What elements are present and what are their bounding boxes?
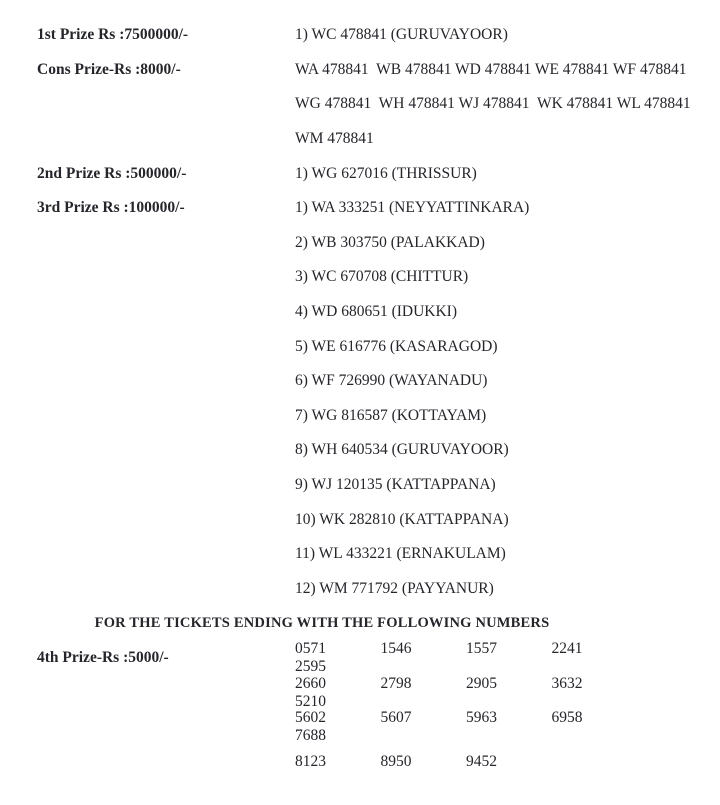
ending-number: 5602 <box>295 709 326 727</box>
ending-number: 5963 <box>466 709 497 727</box>
winner-line: 11) WL 433221 (ERNAKULAM) <box>295 545 506 563</box>
prize-row-3rd-cont <box>0 399 720 434</box>
winner-line: 12) WM 771792 (PAYYANUR) <box>295 579 494 597</box>
winner-line: 2) WB 303750 (PALAKKAD) <box>295 233 485 251</box>
prize-row-3rd <box>0 191 720 226</box>
ending-number: 8950 <box>380 752 412 770</box>
winner-line: 7) WG 816587 (KOTTAYAM) <box>295 406 487 424</box>
prize-row-3rd-cont <box>0 502 720 537</box>
ending-numbers-row <box>295 753 552 771</box>
ending-number: 8123 <box>295 752 326 770</box>
winner-line: 6) WF 726990 (WAYANADU) <box>295 372 488 390</box>
section-heading: FOR THE TICKETS ENDING WITH THE FOLLOWING NUMBERS <box>94 614 550 631</box>
prize-row-cons <box>0 53 720 88</box>
prize-label-cons: Cons Prize-Rs :8000/- <box>37 60 181 78</box>
ending-number: 5210 <box>295 692 326 710</box>
prize-label-3rd: 3rd Prize Rs :100000/- <box>37 199 185 217</box>
prize-row-4th <box>0 641 720 676</box>
prize-row-3rd-cont <box>0 572 720 607</box>
ending-number: 0571 <box>295 639 326 657</box>
prize-row-cons-cont <box>0 87 720 122</box>
prize-row-1st <box>0 18 720 53</box>
prize-label-2nd: 2nd Prize Rs :500000/- <box>37 164 187 182</box>
ending-number: 2798 <box>380 674 412 692</box>
winner-line: 5) WE 616776 (KASARAGOD) <box>295 337 498 355</box>
winner-line: 1) WC 478841 (GURUVAYOOR) <box>295 26 508 44</box>
prize-row-3rd-cont <box>0 226 720 261</box>
prize-row-4th-cont <box>0 710 720 745</box>
winner-line: 1) WG 627016 (THRISSUR) <box>295 164 477 182</box>
prize-row-3rd-cont <box>0 295 720 330</box>
winner-line: 8) WH 640534 (GURUVAYOOR) <box>295 441 509 459</box>
ending-numbers-row <box>295 675 720 711</box>
prize-row-cons-cont <box>0 122 720 157</box>
ending-number: 2905 <box>466 674 497 692</box>
winner-line: 9) WJ 120135 (KATTAPPANA) <box>295 476 496 494</box>
winner-line: WG 478841 WH 478841 WJ 478841 WK 478841 WL 478841 <box>295 95 691 113</box>
ending-number: 1546 <box>380 639 412 657</box>
prize-row-4th-cont <box>0 744 720 779</box>
ending-number: 1557 <box>466 639 497 657</box>
prize-row-4th-cont <box>0 675 720 710</box>
prize-row-2nd <box>0 156 720 191</box>
winner-line: 1) WA 333251 (NEYYATTINKARA) <box>295 199 530 217</box>
section-heading-row <box>0 606 720 641</box>
prize-row-3rd-cont <box>0 364 720 399</box>
winner-line: 10) WK 282810 (KATTAPPANA) <box>295 510 509 528</box>
ending-number: 2241 <box>551 639 583 657</box>
ending-number: 5607 <box>380 709 412 727</box>
prize-row-3rd-cont <box>0 260 720 295</box>
prize-row-3rd-cont <box>0 468 720 503</box>
winner-line: 4) WD 680651 (IDUKKI) <box>295 303 458 321</box>
prize-row-3rd-cont <box>0 329 720 364</box>
prize-row-3rd-cont <box>0 537 720 572</box>
winner-line: WA 478841 WB 478841 WD 478841 WE 478841 WF 478841 <box>295 60 687 78</box>
prize-row-3rd-cont <box>0 433 720 468</box>
winner-line: WM 478841 <box>295 130 374 148</box>
winner-line: 3) WC 670708 (CHITTUR) <box>295 268 469 286</box>
ending-number: 3632 <box>551 674 583 692</box>
ending-number: 2595 <box>295 657 326 675</box>
ending-numbers-row <box>295 640 720 676</box>
ending-number: 9452 <box>466 752 497 770</box>
ending-number: 7688 <box>295 727 326 745</box>
ending-number: 2660 <box>295 674 326 692</box>
ending-numbers-row <box>295 709 720 745</box>
prize-label-4th: 4th Prize-Rs :5000/- <box>37 648 169 666</box>
ending-number: 6958 <box>551 709 583 727</box>
prize-label-1st: 1st Prize Rs :7500000/- <box>37 26 189 44</box>
